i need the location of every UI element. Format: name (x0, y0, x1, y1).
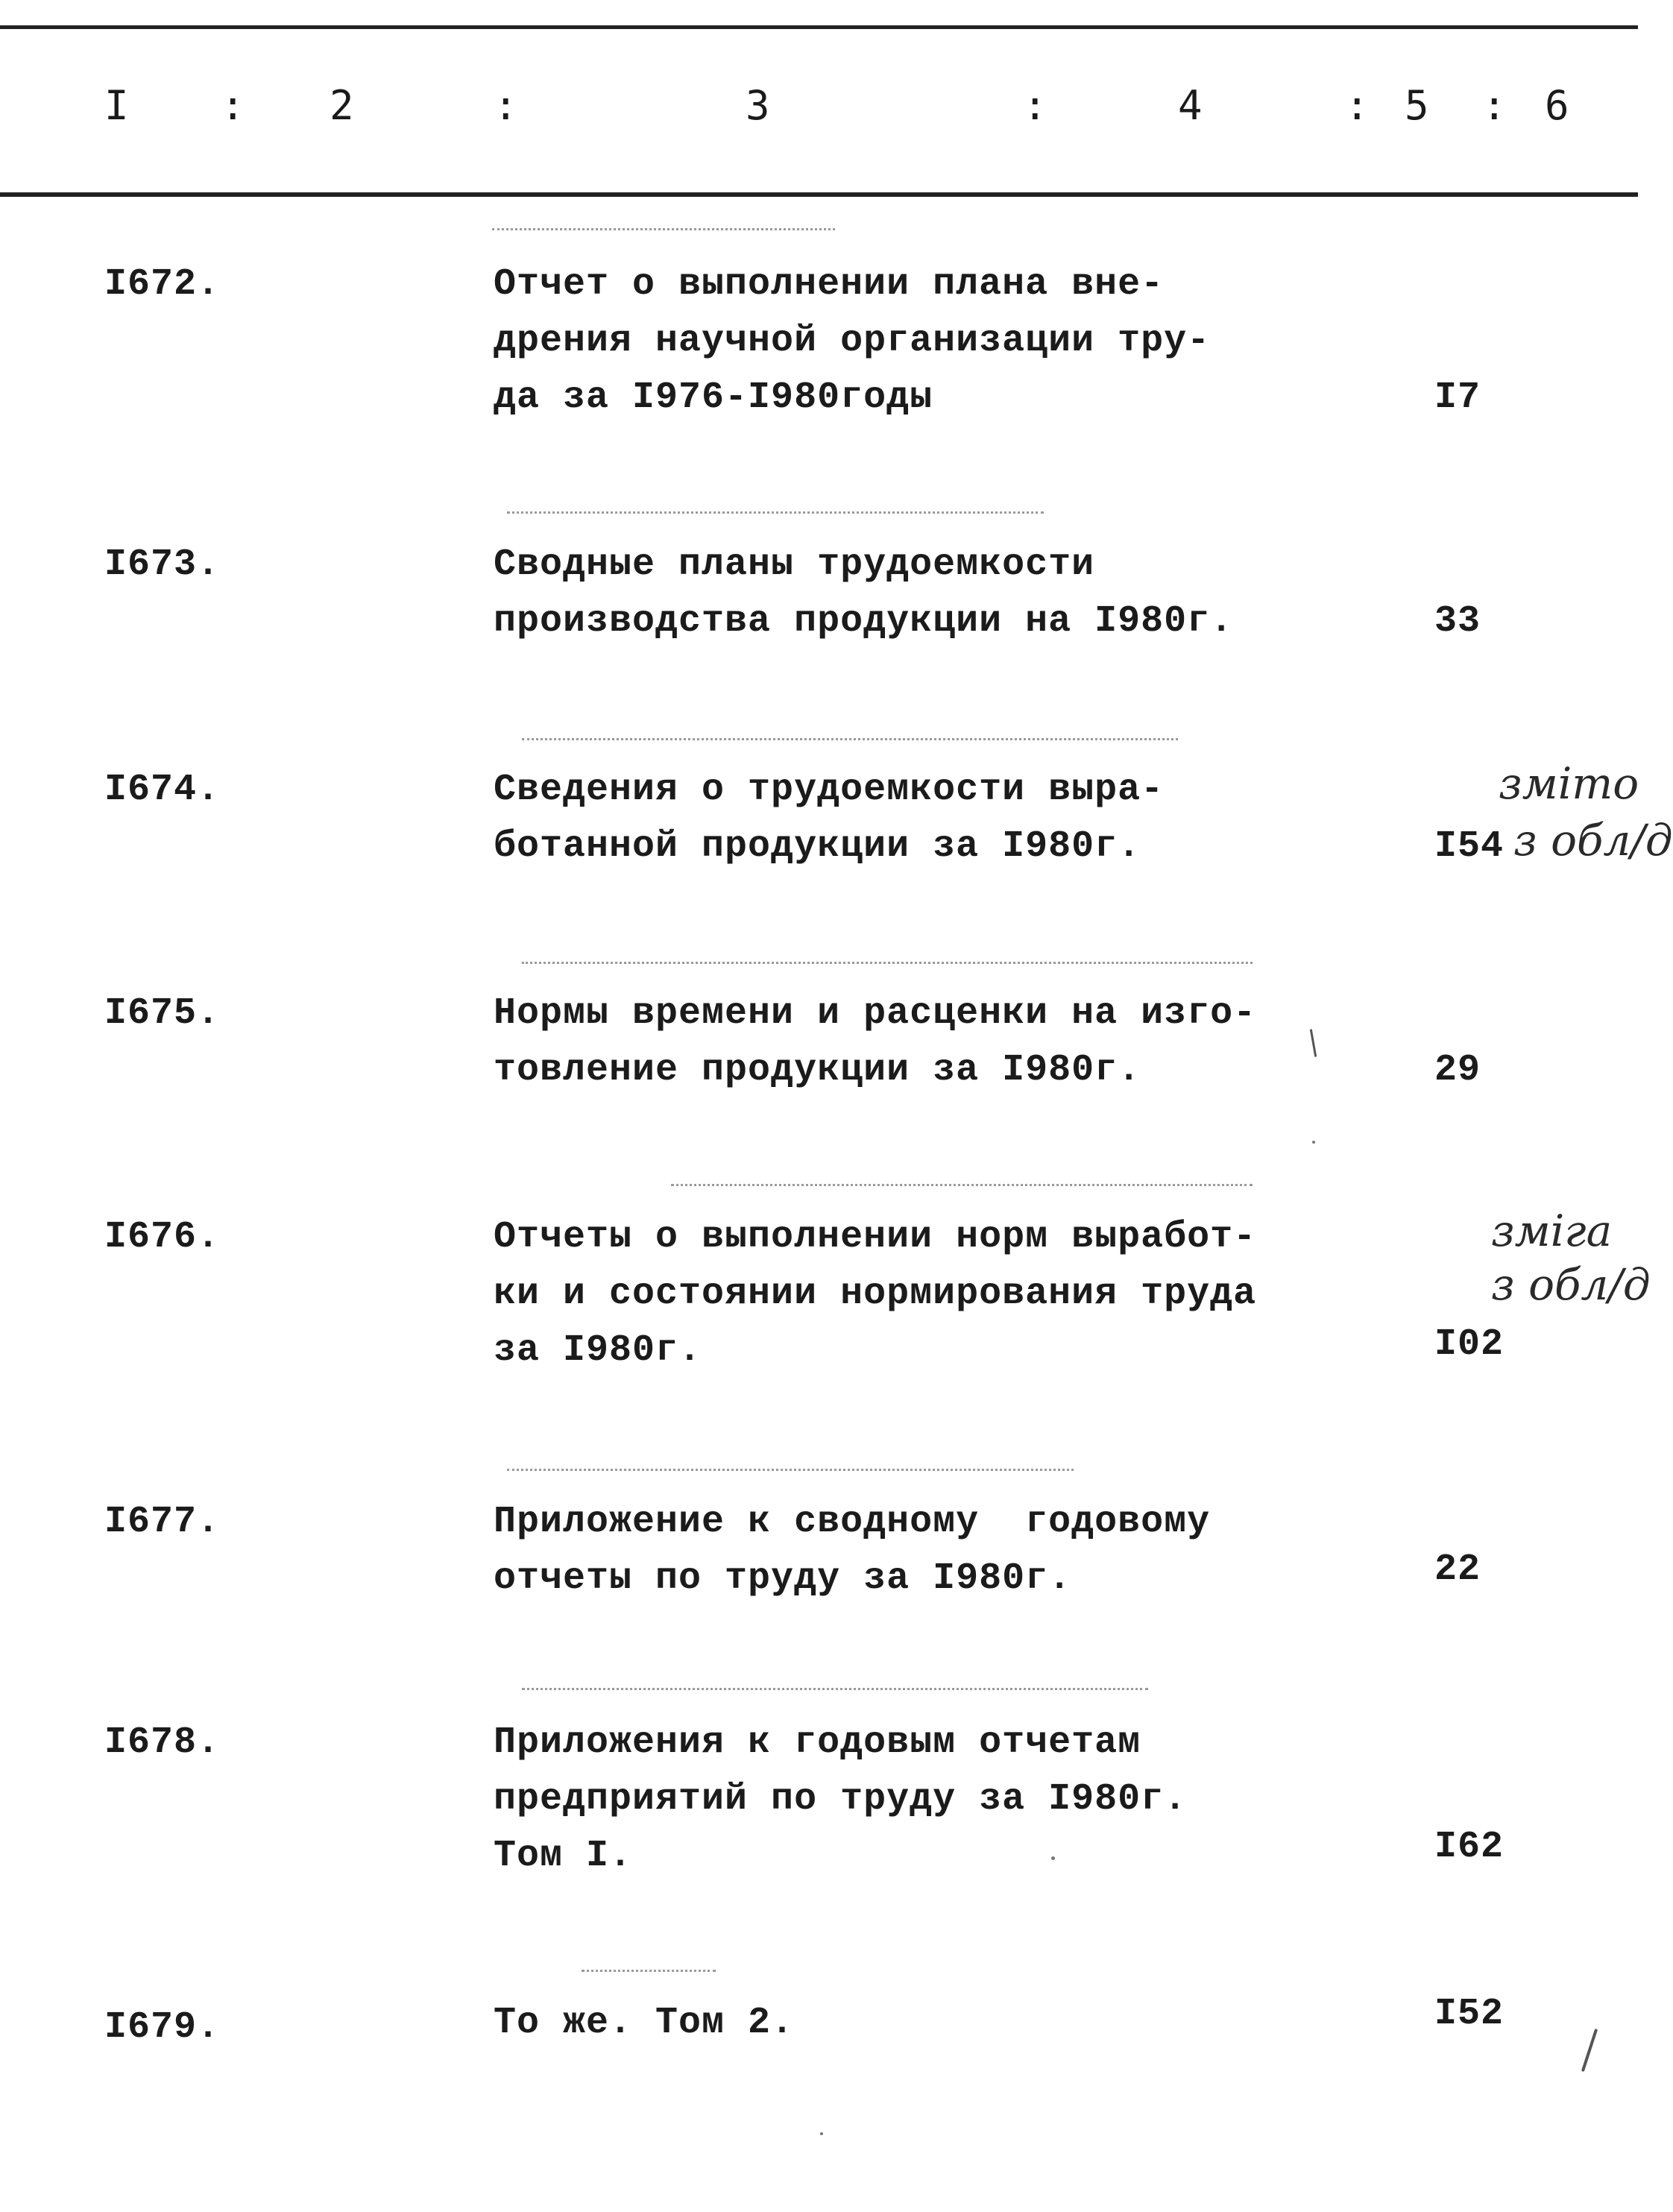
entry-number: I675. (104, 992, 221, 1035)
entry-description-line: Отчет о выполнении плана вне- (494, 263, 1165, 306)
entry-number: I674. (104, 769, 221, 811)
entry-sheet-count: I62 (1434, 1826, 1505, 1868)
header-separator: : (1345, 82, 1370, 129)
entry-number: I672. (104, 263, 221, 306)
entry-number: I676. (104, 1216, 221, 1258)
header-col-3: 3 (746, 82, 770, 129)
entry-description-line: То же. Том 2. (494, 2002, 795, 2044)
scan-speck (1310, 1029, 1317, 1057)
entry-sheet-count: 22 (1434, 1548, 1481, 1591)
handwritten-note: з обл/д (1491, 1259, 1651, 1310)
entry-description-line: Приложения к годовым отчетам (494, 1721, 1141, 1764)
entry-number: I679. (104, 2006, 221, 2049)
header-col-1: I (104, 82, 129, 129)
handwritten-note: з обл/д (1513, 815, 1673, 866)
entry-description-line: дрения научной организации тру- (494, 320, 1211, 362)
entry-description-line: за I980г. (494, 1329, 702, 1372)
entry-description-line: Приложение к сводному годовому (494, 1501, 1211, 1543)
row-separator (522, 738, 1178, 740)
row-separator (507, 511, 1044, 514)
row-separator (492, 228, 835, 230)
entry-description-line: отчеты по труду за I980г. (494, 1557, 1072, 1600)
entry-description-line: ботанной продукции за I980г. (494, 825, 1141, 868)
header-col-2: 2 (330, 82, 354, 129)
header-bottom-rule (0, 192, 1638, 197)
entry-sheet-count: 29 (1434, 1049, 1481, 1091)
scan-speck (1581, 2029, 1598, 2072)
entry-description-line: Отчеты о выполнении норм выработ- (494, 1216, 1257, 1258)
row-separator (671, 1184, 1253, 1186)
entry-sheet-count: I54 (1434, 825, 1505, 868)
header-separator: : (1023, 82, 1047, 129)
header-separator: : (494, 82, 518, 129)
header-top-rule (0, 25, 1638, 29)
entry-description-line: ки и состоянии нормирования труда (494, 1273, 1257, 1315)
row-separator (522, 1688, 1148, 1690)
entry-number: I673. (104, 543, 221, 586)
entry-sheet-count: 33 (1434, 600, 1481, 643)
handwritten-note: зміто (1499, 758, 1639, 809)
scan-speck (1312, 1141, 1315, 1144)
scan-speck (820, 2132, 823, 2135)
header-separator: : (1482, 82, 1507, 129)
header-col-4: 4 (1178, 82, 1203, 129)
entry-sheet-count: I7 (1434, 376, 1481, 419)
handwritten-note: зміга (1491, 1206, 1613, 1256)
row-separator (522, 962, 1253, 964)
row-separator (582, 1970, 716, 1972)
entry-sheet-count: I02 (1434, 1323, 1505, 1366)
row-separator (507, 1469, 1074, 1471)
entry-description-line: Сводные планы трудоемкости (494, 543, 1095, 586)
entry-description-line: производства продукции на I980г. (494, 600, 1234, 643)
entry-number: I678. (104, 1721, 221, 1764)
entry-description-line: предприятий по труду за I980г. (494, 1778, 1188, 1821)
entry-description-line: Сведения о трудоемкости выра- (494, 769, 1165, 811)
scan-speck (1051, 1856, 1055, 1860)
entry-description-line: Нормы времени и расценки на изго- (494, 992, 1257, 1035)
entry-description-line: товление продукции за I980г. (494, 1049, 1141, 1091)
header-separator: : (221, 82, 245, 129)
entry-number: I677. (104, 1501, 221, 1543)
entry-description-line: да за I976-I980годы (494, 376, 933, 419)
header-col-6: 6 (1545, 82, 1569, 129)
header-col-5: 5 (1405, 82, 1429, 129)
entry-sheet-count: I52 (1434, 1993, 1505, 2035)
entry-description-line: Том I. (494, 1835, 633, 1877)
